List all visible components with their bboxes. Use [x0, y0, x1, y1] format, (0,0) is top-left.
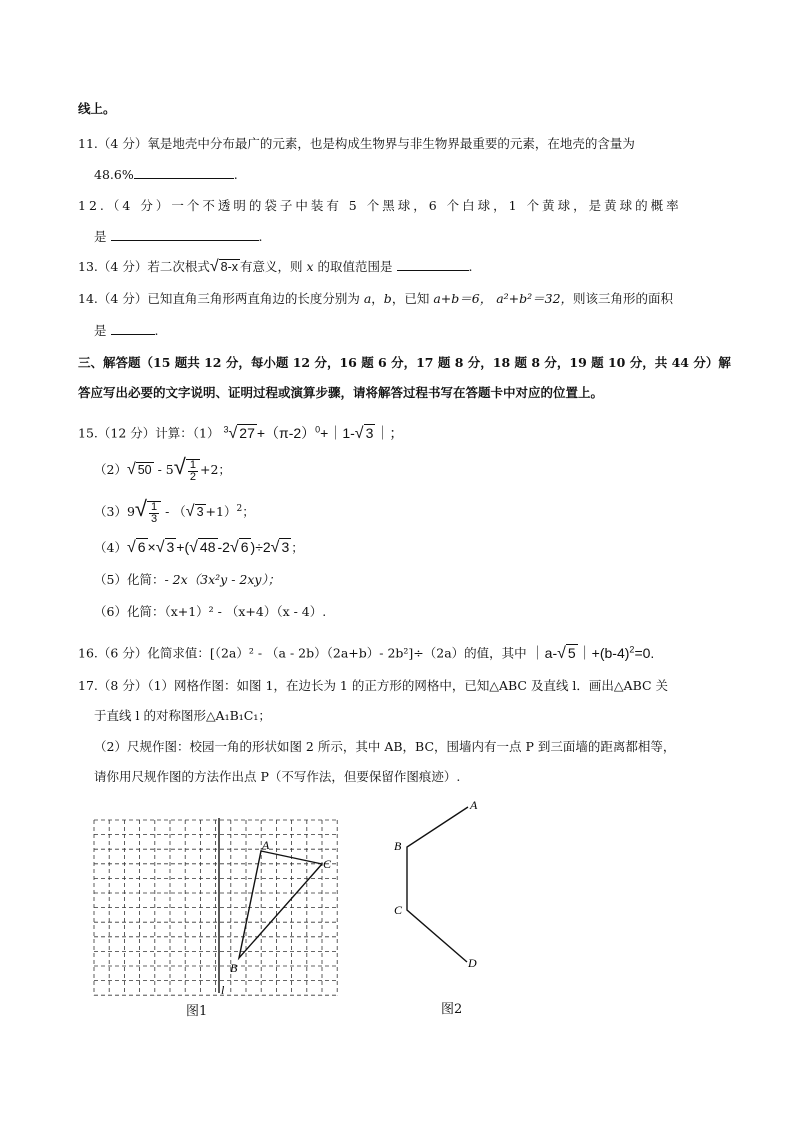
q15-part-6: （6）化简：（x+1）² - （x+4）（x - 4）.: [94, 604, 327, 619]
q16-condition: ｜a-√ 5 $|+(b-4)^2=0$.: [530, 644, 655, 662]
question-11: [78, 135, 635, 153]
q11-continuation: [94, 166, 238, 184]
question-15: [78, 420, 403, 443]
q15-p1-label: （1）: [192, 425, 220, 441]
q15-p1-expr: $^3$√ $27 +(\pi-2)^0+|1-√$ 3 ｜；: [223, 424, 404, 442]
q14-cont-text: 是: [94, 323, 107, 338]
question-17: 17.（8 分）（1）网格作图：如图 1，在边长为 1 的正方形的网格中，已知△ABC 及直线 l．画出△ABC 关: [78, 678, 669, 693]
q11-text: 氧是地壳中分布最广的元素，也是构成生物界与非生物界最重要的元素，在地壳的含量为: [147, 136, 635, 151]
q12-end: .: [258, 229, 263, 244]
q15-score: （12 分）: [97, 425, 156, 441]
q12-answer-blank[interactable]: [111, 228, 259, 241]
q14-answer-blank[interactable]: [111, 322, 155, 335]
q13-number: 13.: [78, 259, 98, 274]
triangle-abc: [239, 851, 322, 958]
q12-number: 12.: [78, 198, 107, 213]
q15-part-5: （5）化简：- 2x（3x²y - 2xy）；: [94, 572, 281, 587]
q14-known: ，已知: [391, 291, 430, 306]
fig1-label-c: C: [323, 857, 332, 871]
fig1-label-l: l: [221, 983, 225, 997]
grid: [94, 820, 337, 995]
q12-text: 一个不透明的袋子中装有 5 个黑球，6 个白球，1 个黄球，是黄球的概率: [171, 198, 682, 213]
q17-part-1: （1）网格作图：如图 1，在边长为 1 的正方形的网格中，已知△ABC 及直线 l．画出△ABC 关: [147, 678, 669, 693]
figure-2-caption: 图2: [441, 1002, 463, 1017]
q12-continuation: [94, 228, 262, 246]
q13-answer-blank[interactable]: [397, 258, 469, 271]
section-3-instructions: 答应写出必要的文字说明、证明过程或演算步骤，请将解答过程书写在答题卡中对应的位置上。: [78, 385, 604, 400]
q13-var: x: [306, 259, 314, 274]
question-14: 14.（4 分）已知直角三角形两直角边的长度分别为 a，b，已知 a+b＝6， a²+b²＝32，则该三角形的面积: [78, 291, 674, 306]
q13-pre: 若二次根式: [147, 259, 210, 274]
q11-cont-text: 48.6%: [94, 167, 134, 182]
q17-part-2-cont: 请你用尺规作图的方法作出点 P（不写作法，但要保留作图痕迹）.: [94, 769, 461, 784]
q14-post: 则该三角形的面积: [573, 291, 674, 306]
fig2-label-d: D: [468, 956, 477, 970]
q14-cond1: a+b＝6，: [433, 291, 493, 306]
q17-part-2: （2）尺规作图：校园一角的形状如图 2 所示，其中 AB，BC，围墙内有一点 P 到三面墙的距离都相等，: [94, 739, 676, 754]
fig2-label-a: A: [470, 798, 478, 812]
q15-part-3: （3）9√ $\frac{1}{3}$ - （√ 3 +1）$^2$；: [94, 496, 255, 525]
q15-part-4: （4）√ 6 ×√ 3 +(√ 48 -2√ 6 )÷2√ 3 ；: [94, 539, 304, 556]
figure-1: [90, 818, 340, 998]
q14-end: .: [154, 323, 159, 338]
q13-radical: [210, 258, 240, 276]
q15-label: 计算：: [155, 425, 193, 441]
section-3-heading: 三、解答题（15 题共 12 分，每小题 12 分，16 题 6 分，17 题 8 分，18 题 8 分，19 题 10 分，共 44 分）解: [78, 355, 731, 370]
q11-answer-blank[interactable]: [134, 166, 234, 179]
fig1-label-a: A: [262, 838, 270, 852]
q14-continuation: [94, 322, 158, 340]
question-12: [78, 197, 682, 215]
q16-text: 化简求值：[（2a）² - （a - 2b）（2a+b）- 2b²]÷（2a）的值，其中: [147, 645, 527, 661]
q12-cont-text: 是: [94, 229, 107, 244]
question-16: 16.（6 分）化简求值：[（2a）² - （a - 2b）（2a+b）- 2b²]÷（2a）的值，其中 ｜a-√ 5 $|+(b-4)^2=0$.: [78, 644, 655, 662]
q14-number: 14.: [78, 291, 98, 306]
q11-number: 11.: [78, 136, 98, 151]
sqrt-icon: √: [209, 258, 219, 275]
q13-post: 的取值范围是: [317, 259, 393, 274]
intro-tail: 线上。: [78, 101, 116, 116]
figure-1-caption: 图1: [186, 1004, 208, 1019]
q13-mid: 有意义，则: [240, 259, 303, 274]
q14-score: （4 分）: [97, 291, 148, 306]
fig2-label-c: C: [394, 903, 403, 917]
q11-score: （4 分）: [97, 136, 148, 151]
q15-number: 15.: [78, 425, 98, 441]
q14-cond2: a²+b²＝32，: [496, 291, 574, 306]
figure-2: [388, 795, 498, 975]
q14-text: 已知直角三角形两直角边的长度分别为: [147, 291, 360, 306]
q11-end: .: [233, 167, 238, 182]
q13-radicand: 8-x: [220, 260, 238, 274]
q14-b: b: [383, 291, 392, 306]
q14-a: a: [363, 291, 372, 306]
question-13: [78, 258, 473, 276]
fig2-label-b: B: [394, 839, 402, 853]
fig1-label-b: B: [230, 961, 238, 975]
q13-score: （4 分）: [97, 259, 148, 274]
q17-part-1-cont: 于直线 l 的对称图形△A₁B₁C₁；: [94, 708, 271, 723]
q12-score: （4 分）: [106, 198, 172, 213]
wall-path-abcd: [407, 807, 468, 962]
q13-end: .: [468, 259, 473, 274]
q15-part-2: （2）√ 50 - 5√ $\frac{1}{2}$ +2；: [94, 454, 231, 483]
